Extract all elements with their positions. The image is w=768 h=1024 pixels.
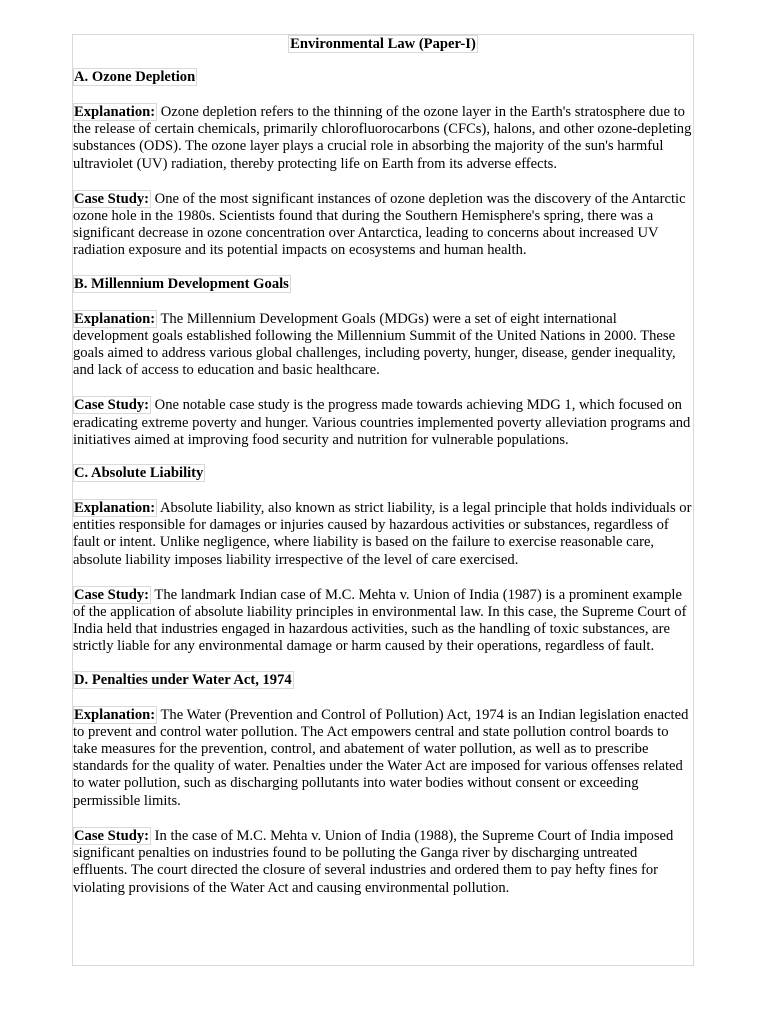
case-study-label: Case Study:	[74, 586, 150, 603]
explanation-text: The Millennium Development Goals (MDGs) were a set of eight international development goals established following the Millennium Summit of the United Nations in 2000. These goals aimed to address various global challenges, including poverty, hunger, disease, gender inequality, and lack of access to education and basic healthcare.	[73, 310, 676, 379]
case-study-label: Case Study:	[74, 190, 150, 207]
explanation-text: Ozone depletion refers to the thinning of the ozone layer in the Earth's stratosphere due to the release of certain chemicals, primarily chlorofluorocarbons (CFCs), halons, and other ozone-depleting substances (ODS). The ozone layer plays a crucial role in absorbing the majority of the sun's harmful ultraviolet (UV) radiation, thereby protecting life on Earth from its adverse effects.	[73, 104, 692, 172]
document-title: Environmental Law (Paper-I)	[290, 36, 476, 52]
explanation-paragraph	[73, 104, 693, 173]
section-heading-absolute-liability: C. Absolute Liability	[74, 465, 204, 482]
case-study-text: In the case of M.C. Mehta v. Union of India (1988), the Supreme Court of India imposed significant penalties on industries found to be polluting the Ganga river by discharging untreated effluents. The court directed the closure of several industries and ordered them to pay hefty fines for violating provisions of the Water Act and causing environmental pollution.	[73, 827, 674, 896]
case-study-label: Case Study:	[74, 397, 150, 414]
case-study-text: One of the most significant instances of ozone depletion was the discovery of the Antarctic ozone hole in the 1980s. Scientists found that during the Southern Hemisphere's spring, there was a significant decrease in ozone concentration over Antarctica, leading to concerns about increased UV radiation exposure and its potential impacts on ecosystems and human health.	[73, 190, 686, 259]
explanation-label: Explanation:	[74, 500, 156, 517]
case-study-paragraph	[73, 191, 693, 260]
document-page	[72, 34, 694, 966]
explanation-paragraph	[73, 707, 693, 810]
case-study-label: Case Study:	[74, 827, 150, 844]
section-heading-millennium-development-goals: B. Millennium Development Goals	[74, 275, 289, 292]
explanation-label: Explanation:	[74, 104, 156, 120]
case-study-paragraph	[73, 397, 693, 449]
section-heading-ozone-depletion: A. Ozone Depletion	[74, 69, 196, 85]
section-heading-penalties-water-act: D. Penalties under Water Act, 1974	[74, 671, 292, 688]
explanation-paragraph	[73, 311, 693, 380]
explanation-label: Explanation:	[74, 706, 156, 723]
case-study-text: One notable case study is the progress made towards achieving MDG 1, which focused on eradicating extreme poverty and hunger. Various countries implemented poverty alleviation programs and initiatives aimed at improving food security and nutrition for vulnerable populations.	[73, 397, 691, 448]
case-study-paragraph	[73, 828, 693, 897]
explanation-paragraph	[73, 500, 693, 569]
case-study-paragraph	[73, 587, 693, 656]
case-study-text: The landmark Indian case of M.C. Mehta v. Union of India (1987) is a prominent example of the application of absolute liability principles in environmental law. In this case, the Supreme Court of India held that industries engaged in hazardous activities, such as the handling of toxic substances, are strictly liable for any environmental damage or harm caused by their operations, regardless of fault.	[73, 586, 687, 655]
explanation-text: The Water (Prevention and Control of Pollution) Act, 1974 is an Indian legislation enacted to prevent and control water pollution. The Act empowers central and state pollution control boards to take measures for the prevention, control, and abatement of water pollution, as well as to prescribe standards for the quality of water. Penalties under the Water Act are imposed for various offenses related to water pollution, such as discharging pollutants into water bodies without consent or exceeding permissible limits.	[73, 706, 689, 809]
explanation-label: Explanation:	[74, 310, 156, 327]
explanation-text: Absolute liability, also known as strict liability, is a legal principle that holds individuals or entities responsible for damages or injuries caused by hazardous activities or substances, regardless of fault or intent. Unlike negligence, where liability is based on the failure to exercise reasonable care, absolute liability imposes liability irrespective of the level of care exercised.	[73, 500, 692, 568]
